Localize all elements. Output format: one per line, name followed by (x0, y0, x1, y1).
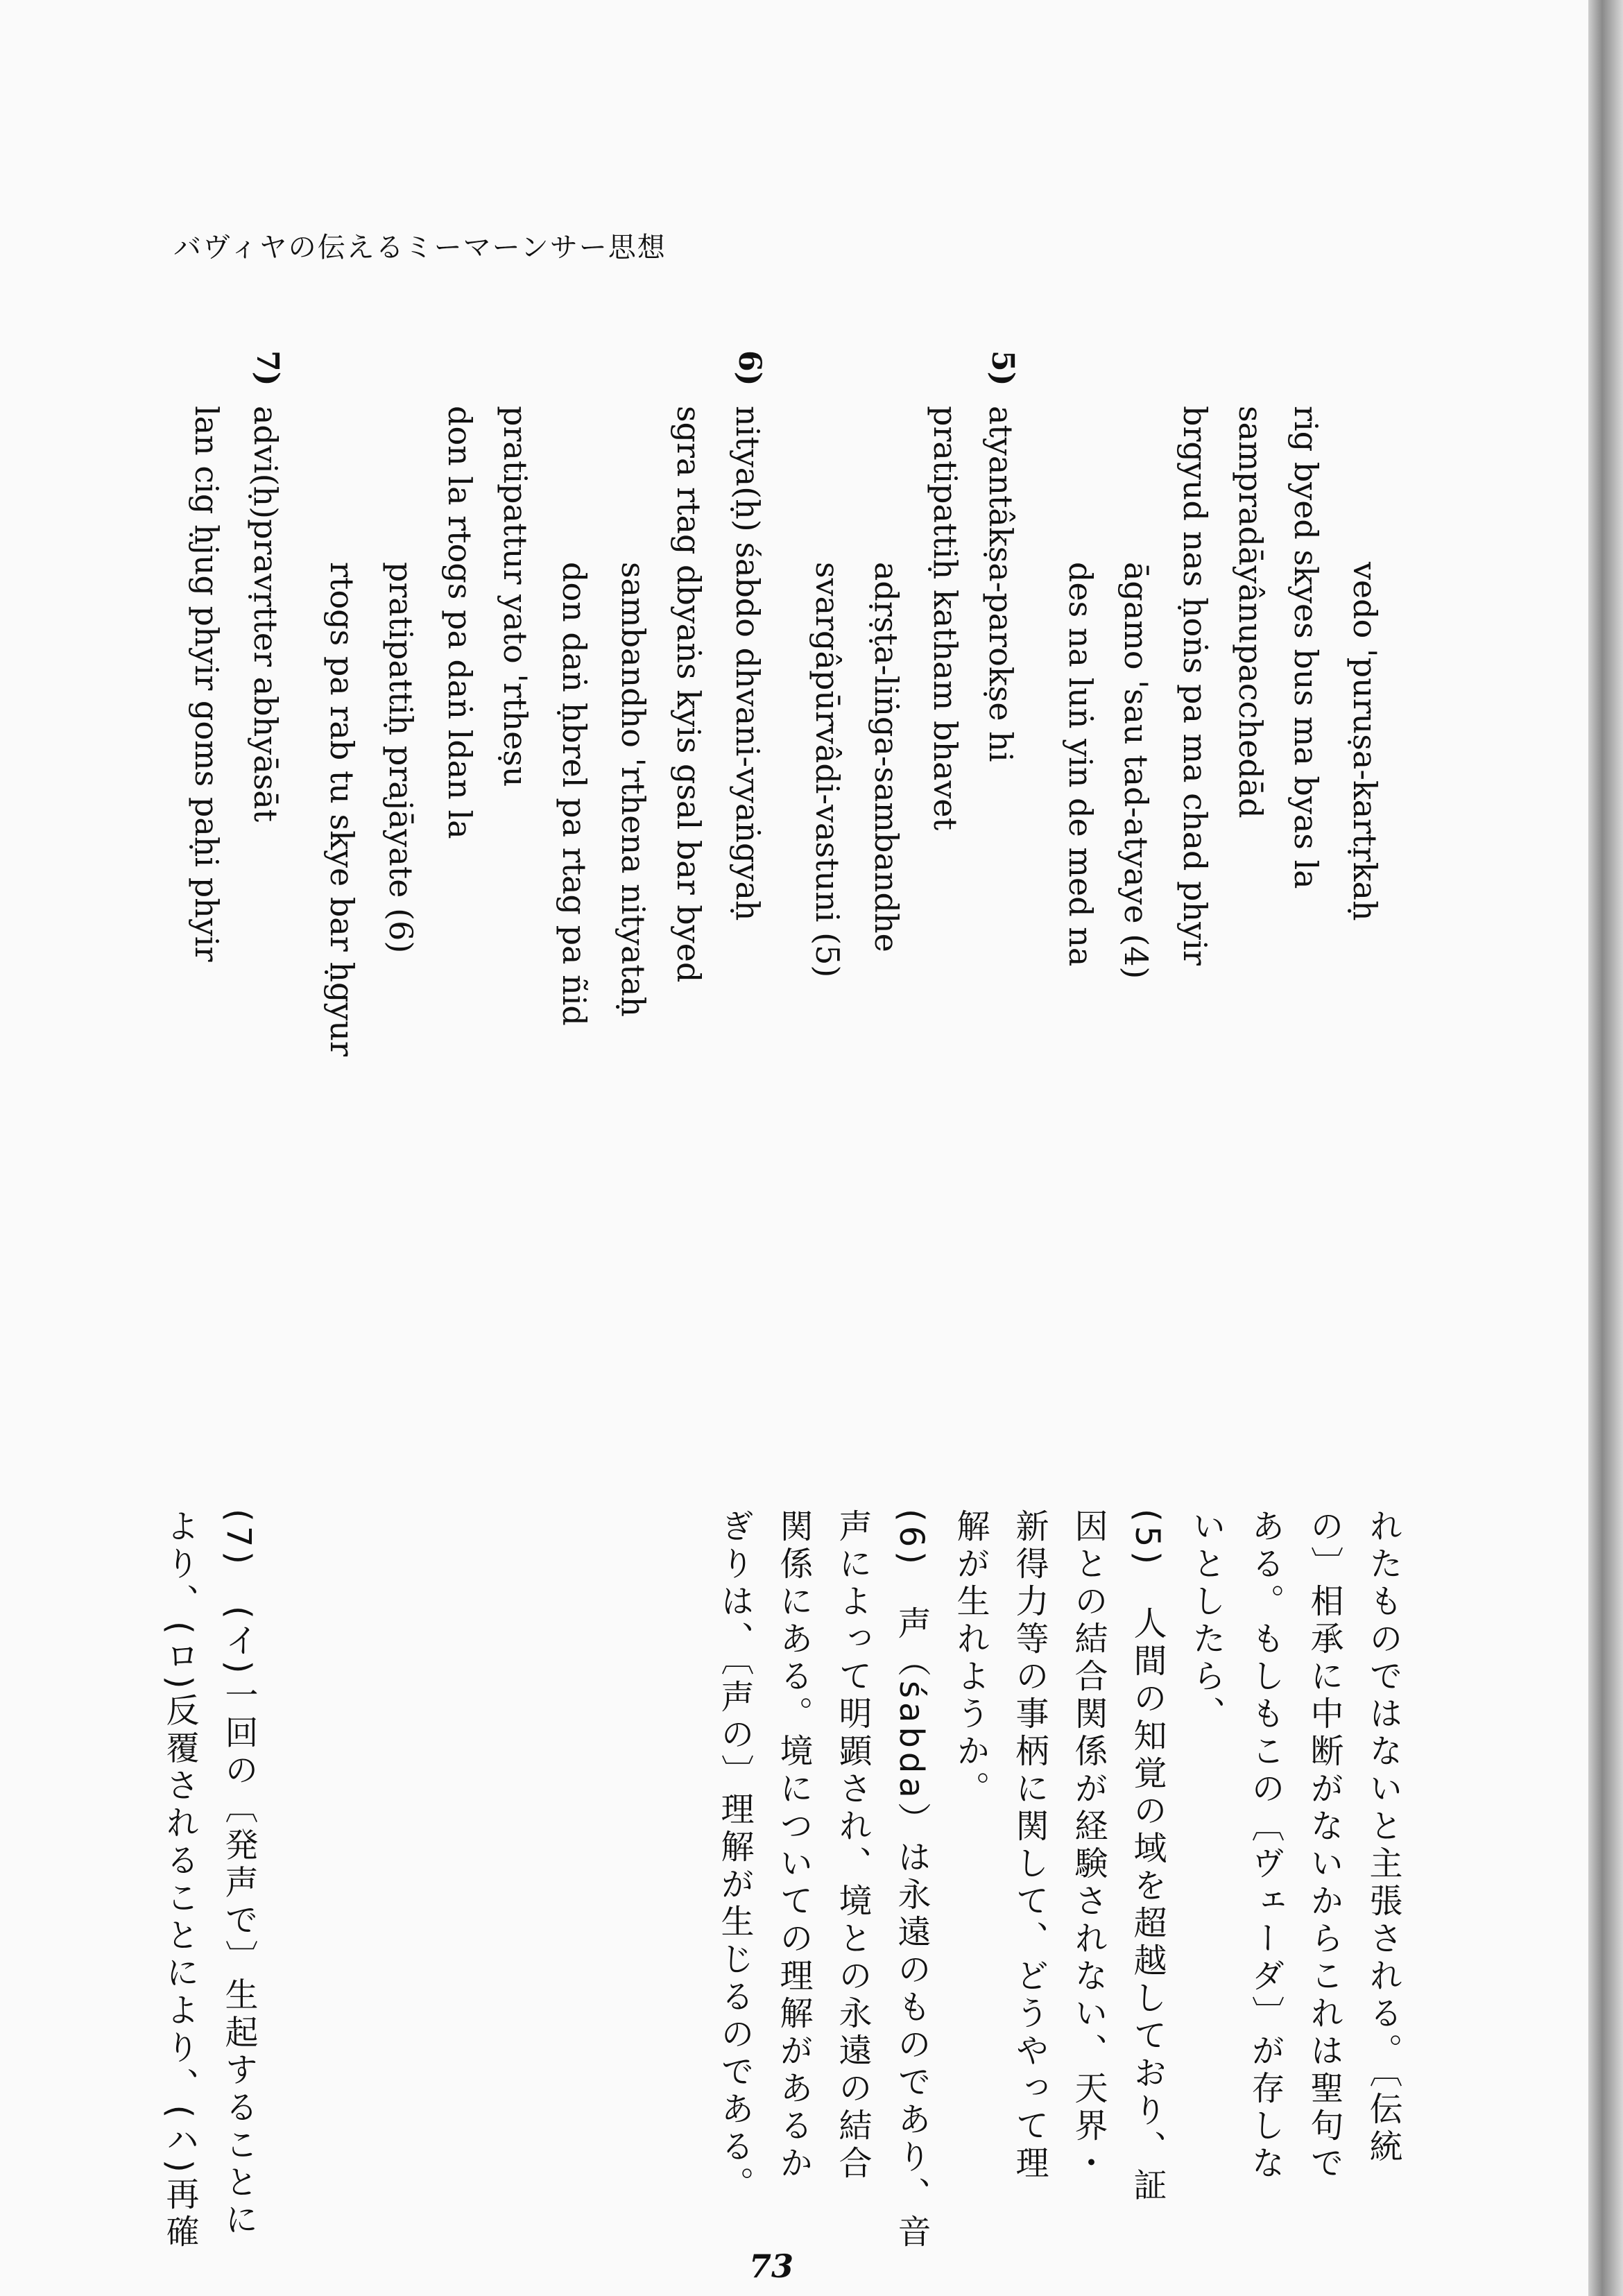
verse-line: pratipattiḥ katham bhavet (927, 406, 964, 831)
verse-line: pratipattiḥ prajāyate (6) (382, 562, 420, 954)
verse-number: 5) (985, 350, 1020, 386)
translation-line: (6) 声（śabda）は永遠のものであり、音 (892, 1509, 931, 2252)
page-number: 73 (749, 2247, 794, 2285)
verse-line: nitya(ḥ) śabdo dhvani-vyaṅgyaḥ (729, 406, 766, 921)
translation-line: 因との結合関係が経験されない、天界・ (1069, 1509, 1108, 2183)
verse-line: don daṅ ḥbrel pa rtag pa ñid (556, 562, 593, 1026)
verse-line: svargâpūrvâdi-vastuni (5) (809, 562, 846, 978)
verse-line: vedo 'puruṣa-kartṛkaḥ (1346, 562, 1384, 921)
verse-line: sgra rtag dbyaṅs kyis gsal bar byed (670, 406, 707, 983)
verse-line: rtogs pa rab tu skye bar ḥgyur (323, 562, 361, 1057)
translation-line: いとしたら、 (1187, 1509, 1226, 1733)
verse-number: 6) (732, 350, 767, 386)
verse-line: rig byed skyes bus ma byas la (1287, 406, 1325, 889)
verse-line: des na luṅ yin de med na (1062, 562, 1099, 967)
translation-line: ある。もしもこの〔ヴェーダ〕が存しな (1246, 1509, 1285, 2183)
translation-line: (5) 人間の知覚の域を超越しており、証 (1128, 1509, 1167, 2205)
verse-line: atyantâkṣa-parokṣe hi (982, 406, 1020, 762)
verse-line: āgamo 'sau tad-atyaye (4) (1117, 562, 1155, 979)
translation-line: 新得力等の事柄に関して、どうやって理 (1010, 1509, 1049, 2183)
verse-line: lan cig ḥjug phyir goms paḥi phyir (188, 406, 225, 962)
translation-line: 関係にある。境についての理解があるか (774, 1509, 813, 2183)
translation-line: ぎりは、〔声の〕理解が生じるのである。 (715, 1509, 754, 2204)
verse-line: adṛṣṭa-liṅga-sambandhe (868, 562, 905, 952)
translation-line: (7) (イ)一回の〔発声で〕生起することに (219, 1509, 258, 2240)
translation-line: れたものではないと主張される。〔伝統 (1364, 1509, 1402, 2166)
translation-line: 声によって明顕され、境との永遠の結合 (833, 1509, 872, 2183)
translation-line: 解が生れようか。 (951, 1509, 990, 1808)
verse-line: sambandho 'rthena nityataḥ (615, 562, 652, 1017)
verse-line: advi(ḥ)pravṛtter abhyāsāt (247, 406, 284, 823)
running-header: バヴィヤの伝えるミーマーンサー思想 (173, 232, 667, 264)
translation-line: の〕相承に中断がないからこれは聖句で (1305, 1509, 1343, 2183)
translation-line: より、(ロ)反覆されることにより、(ハ)再確 (160, 1509, 199, 2252)
verse-number: 7) (250, 350, 285, 386)
verse-line: sampradāyânupacchedād (1232, 406, 1269, 819)
verse-line: brgyud nas ḥoṅs pa ma chad phyir (1176, 406, 1214, 966)
verse-line: pratipattur yato 'rtheṣu (497, 406, 534, 787)
page-edge-shadow (1588, 0, 1623, 2296)
verse-line: don la rtogs pa daṅ ldan la (441, 406, 479, 839)
